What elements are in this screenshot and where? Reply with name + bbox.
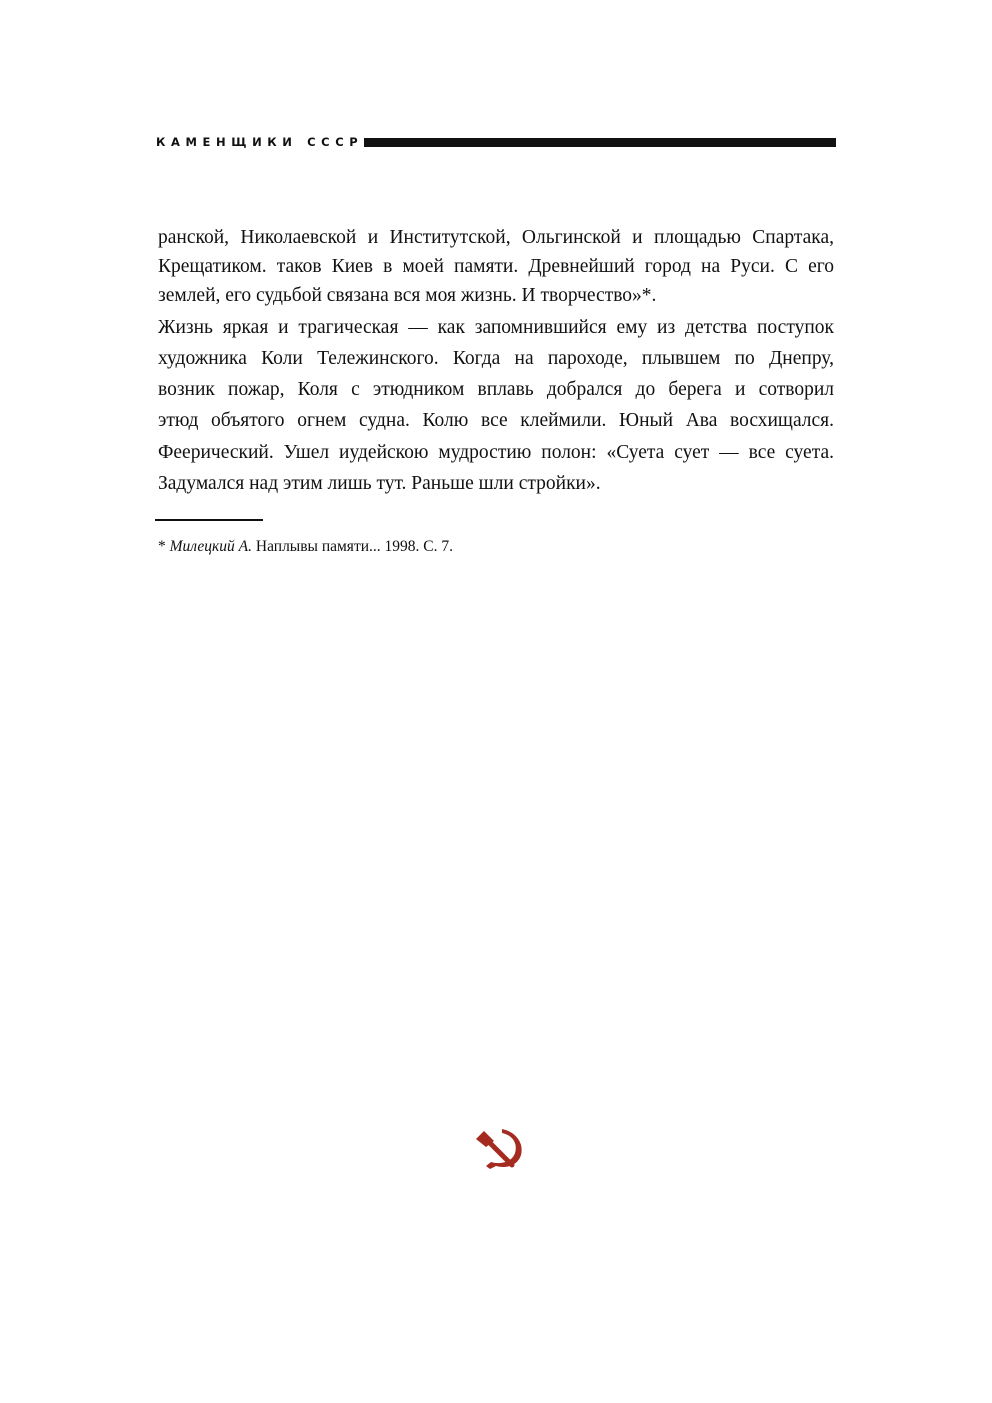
- text-line: ранской, Николаевской и Институтской, Ольгинской и площадью Спартака,: [158, 227, 834, 248]
- running-header-title: КАМЕНЩИКИ СССР: [156, 135, 364, 149]
- text-line: Крещатиком. таков Киев в моей памяти. Древнейший город на Руси. С его: [158, 256, 834, 278]
- running-header: [156, 134, 836, 152]
- text-line: этюд объятого огнем судна. Колю все клеймили. Юный Ава восхищался.: [158, 410, 834, 432]
- footnote-rule: [155, 519, 263, 521]
- text-line: Феерический. Ушел иудейскою мудростию полон: «Суета сует — все суета.: [158, 441, 834, 463]
- footnote: [158, 536, 453, 558]
- footnote-marker: *: [158, 538, 166, 555]
- text-line: Жизнь яркая и трагическая — как запомнившийся ему из детства поступок: [158, 316, 834, 338]
- text-line: Задумался над этим лишь тут. Раньше шли стройки».: [158, 473, 601, 495]
- text-line: возник пожар, Коля с этюдником вплавь добрался до берега и сотворил: [158, 379, 834, 401]
- hammer-and-sickle-icon: [472, 1125, 528, 1171]
- body-text: [158, 222, 834, 499]
- footnote-author: Милецкий А.: [169, 538, 253, 555]
- footnote-text: Наплывы памяти... 1998. С. 7.: [255, 538, 453, 555]
- header-rule: [364, 138, 836, 147]
- text-line: художника Коли Тележинского. Когда на пароходе, плывшем по Днепру,: [158, 347, 834, 369]
- text-line: землей, его судьбой связана вся моя жизнь. И творчество»*.: [158, 285, 657, 307]
